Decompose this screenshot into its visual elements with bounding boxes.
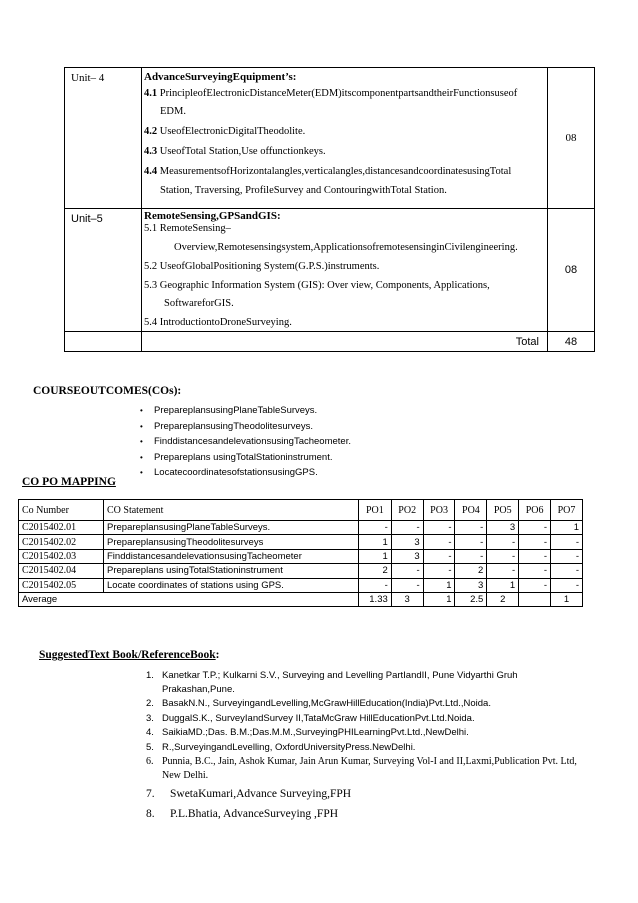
topic-item bbox=[144, 87, 547, 101]
reference-text: Punnia, B.C., Jain, Ashok Kumar, Jain Arun Kumar, Surveying Vol-I and II,Laxmi,Publication Pvt. Ltd, New Delhi. bbox=[162, 756, 577, 781]
unit-row bbox=[65, 209, 595, 332]
table-row bbox=[19, 564, 583, 578]
total-row bbox=[65, 332, 595, 352]
outcome-text: PrepareplansusingTheodolitesurveys. bbox=[154, 420, 313, 432]
column-header: PO6 bbox=[519, 500, 551, 521]
bullet-icon: • bbox=[140, 437, 143, 446]
list-item bbox=[146, 712, 582, 726]
co-statement: Prepareplans usingTotalStationinstrument bbox=[104, 564, 359, 578]
topic-item bbox=[144, 145, 547, 159]
po-value: 3 bbox=[391, 549, 423, 563]
list-item bbox=[146, 669, 582, 696]
reference-text: R.,SurveyingandLevelling, OxfordUniversityPress.NewDelhi. bbox=[162, 741, 416, 753]
po-value: 3 bbox=[487, 521, 519, 535]
unit-title: RemoteSensing,GPSandGIS: bbox=[144, 210, 281, 222]
po-value: - bbox=[359, 521, 392, 535]
list-number: 6. bbox=[146, 756, 154, 767]
column-header: PO4 bbox=[455, 500, 487, 521]
unit-hours: 08 bbox=[548, 209, 595, 332]
co-number: C2015402.05 bbox=[19, 578, 104, 592]
list-item bbox=[146, 697, 582, 711]
po-value: - bbox=[423, 535, 455, 549]
po-value: 3 bbox=[455, 578, 487, 592]
po-value: - bbox=[487, 549, 519, 563]
unit-topics bbox=[142, 209, 548, 332]
bullet-icon: • bbox=[140, 406, 143, 415]
copo-table bbox=[18, 499, 583, 607]
unit-title: AdvanceSurveyingEquipment’s: bbox=[144, 71, 297, 83]
po-value: - bbox=[455, 535, 487, 549]
table-header-row bbox=[19, 500, 583, 521]
unit-name: Unit–5 bbox=[65, 209, 142, 332]
bullet-icon: • bbox=[140, 452, 143, 462]
topic-number: 4.4 bbox=[144, 166, 158, 177]
outcome-text: Prepareplans usingTotalStationinstrument. bbox=[154, 451, 333, 463]
topic-text: 5.1 RemoteSensing– bbox=[144, 223, 231, 234]
list-number: 8. bbox=[146, 808, 155, 820]
column-header: Co Number bbox=[19, 500, 104, 521]
po-average: 1 bbox=[551, 592, 583, 606]
po-value: - bbox=[423, 521, 455, 535]
co-number: C2015402.02 bbox=[19, 535, 104, 549]
references-heading-colon: : bbox=[215, 649, 220, 661]
unit-topics bbox=[142, 68, 548, 209]
po-value: - bbox=[359, 578, 392, 592]
po-average: 1 bbox=[423, 592, 455, 606]
po-value: 2 bbox=[359, 564, 392, 578]
po-value: - bbox=[551, 549, 583, 563]
po-value: - bbox=[455, 549, 487, 563]
references-heading bbox=[39, 649, 220, 661]
copo-heading: CO PO MAPPING bbox=[22, 476, 116, 488]
po-value: 1 bbox=[359, 535, 392, 549]
reference-text: Kanetkar T.P.; Kulkarni S.V., Surveying and Levelling PartIandII, Pune Vidyarthi Gruh Prakashan,Pune. bbox=[162, 670, 518, 695]
po-value: 3 bbox=[391, 535, 423, 549]
reference-text: SaikiaMD.;Das. B.M.;Das.M.M.,SurveyingPHILearningPvt.Ltd.,NewDelhi. bbox=[162, 727, 469, 738]
po-value: - bbox=[391, 564, 423, 578]
list-number: 1. bbox=[146, 670, 154, 681]
list-item bbox=[146, 741, 582, 755]
total-value: 48 bbox=[548, 332, 595, 352]
po-average: 2.5 bbox=[455, 592, 487, 606]
column-header: PO3 bbox=[423, 500, 455, 521]
po-value: - bbox=[423, 549, 455, 563]
po-value: 1 bbox=[359, 549, 392, 563]
co-statement: Locate coordinates of stations using GPS. bbox=[104, 578, 359, 592]
table-row bbox=[19, 535, 583, 549]
po-value: - bbox=[487, 535, 519, 549]
bullet-icon: • bbox=[140, 468, 143, 477]
po-value: 1 bbox=[487, 578, 519, 592]
empty-cell bbox=[65, 332, 142, 352]
po-value: - bbox=[519, 549, 551, 563]
po-value: - bbox=[391, 521, 423, 535]
po-average: 1.33 bbox=[359, 592, 392, 606]
reference-text: SwetaKumari,Advance Surveying,FPH bbox=[170, 788, 352, 800]
co-statement: PrepareplansusingPlaneTableSurveys. bbox=[104, 521, 359, 535]
course-outcomes-heading: COURSEOUTCOMES(COs): bbox=[33, 385, 182, 397]
topic-text: 5.3 Geographic Information System (GIS): Over view, Components, Applications, bbox=[144, 280, 490, 291]
column-header: PO7 bbox=[551, 500, 583, 521]
list-number: 4. bbox=[146, 727, 154, 738]
table-row bbox=[19, 549, 583, 563]
list-number: 3. bbox=[146, 712, 154, 724]
list-item bbox=[146, 805, 582, 824]
topic-text: 5.2 UseofGlobalPositioning System(G.P.S.)instruments. bbox=[144, 261, 380, 272]
units-table bbox=[64, 67, 595, 352]
list-item bbox=[140, 403, 351, 419]
co-number: C2015402.04 bbox=[19, 564, 104, 578]
column-header: CO Statement bbox=[104, 500, 359, 521]
topic-text: UseofTotal Station,Use offunctionkeys. bbox=[159, 146, 326, 157]
topic-text: UseofElectronicDigitalTheodolite. bbox=[159, 126, 306, 137]
po-average: 3 bbox=[391, 592, 423, 606]
po-value: - bbox=[423, 564, 455, 578]
co-number: C2015402.03 bbox=[19, 549, 104, 563]
course-outcomes-list bbox=[140, 403, 351, 481]
po-value: - bbox=[487, 564, 519, 578]
topic-continuation: Station, Traversing, ProfileSurvey and ContouringwithTotal Station. bbox=[160, 185, 447, 196]
po-value: - bbox=[551, 564, 583, 578]
topic-item bbox=[144, 165, 547, 179]
average-label: Average bbox=[19, 592, 359, 606]
references-list bbox=[146, 669, 582, 825]
list-number: 7. bbox=[146, 788, 155, 800]
topic-continuation: EDM. bbox=[160, 106, 186, 117]
total-label: Total bbox=[142, 332, 548, 352]
po-value: - bbox=[519, 521, 551, 535]
po-value: 1 bbox=[423, 578, 455, 592]
outcome-text: PrepareplansusingPlaneTableSurveys. bbox=[154, 405, 318, 416]
po-value: - bbox=[391, 578, 423, 592]
unit-row bbox=[65, 68, 595, 209]
topic-text: MeasurementsofHorizontalangles,verticalangles,distancesandcoordinatesusingTotal bbox=[159, 166, 512, 177]
column-header: PO1 bbox=[359, 500, 392, 521]
column-header: PO2 bbox=[391, 500, 423, 521]
bullet-icon: • bbox=[140, 421, 143, 431]
list-item bbox=[146, 755, 582, 782]
po-value: 1 bbox=[551, 521, 583, 535]
po-value: - bbox=[519, 578, 551, 592]
list-item bbox=[146, 726, 582, 740]
reference-text: P.L.Bhatia, AdvanceSurveying ,FPH bbox=[170, 808, 339, 820]
topic-number: 4.3 bbox=[144, 146, 158, 157]
list-number: 2. bbox=[146, 698, 154, 709]
topic-continuation: SoftwareforGIS. bbox=[164, 298, 234, 309]
co-statement: FinddistancesandelevationsusingTacheometer bbox=[104, 549, 359, 563]
list-number: 5. bbox=[146, 741, 154, 753]
topic-number: 4.2 bbox=[144, 126, 158, 137]
po-value: - bbox=[519, 564, 551, 578]
unit-hours: 08 bbox=[548, 68, 595, 209]
po-value: - bbox=[551, 535, 583, 549]
topic-text: 5.4 IntroductiontoDroneSurveying. bbox=[144, 317, 292, 328]
average-row bbox=[19, 592, 583, 606]
list-item bbox=[140, 450, 351, 466]
po-value: - bbox=[519, 535, 551, 549]
list-item bbox=[146, 785, 582, 804]
outcome-text: FinddistancesandelevationsusingTacheometer. bbox=[154, 436, 351, 447]
list-item bbox=[140, 434, 351, 450]
topic-continuation: Overview,Remotesensingsystem,ApplicationsofremotesensinginCivilengineering. bbox=[174, 242, 518, 253]
po-value: - bbox=[551, 578, 583, 592]
table-row bbox=[19, 521, 583, 535]
reference-text: BasakN.N., SurveyingandLevelling,McGrawHillEducation(India)Pvt.Ltd.,Noida. bbox=[162, 698, 491, 709]
unit-name: Unit– 4 bbox=[65, 68, 142, 209]
list-item bbox=[140, 419, 351, 435]
co-number: C2015402.01 bbox=[19, 521, 104, 535]
po-value: - bbox=[455, 521, 487, 535]
outcome-text: LocatecoordinatesofstationsusingGPS. bbox=[154, 467, 318, 478]
reference-text: DuggalS.K., SurveyIandSurvey II,TataMcGraw HillEducationPvt.Ltd.Noida. bbox=[162, 712, 475, 724]
topic-item bbox=[144, 125, 547, 139]
column-header: PO5 bbox=[487, 500, 519, 521]
co-statement: PrepareplansusingTheodolitesurveys bbox=[104, 535, 359, 549]
po-average: 2 bbox=[487, 592, 519, 606]
topic-number: 4.1 bbox=[144, 88, 158, 99]
table-row bbox=[19, 578, 583, 592]
topic-text: PrincipleofElectronicDistanceMeter(EDM)itscomponentpartsandtheirFunctionsuseof bbox=[159, 88, 518, 99]
references-heading-text: SuggestedText Book/ReferenceBook bbox=[39, 649, 216, 661]
po-average bbox=[519, 592, 551, 606]
po-value: 2 bbox=[455, 564, 487, 578]
list-item bbox=[140, 465, 351, 481]
